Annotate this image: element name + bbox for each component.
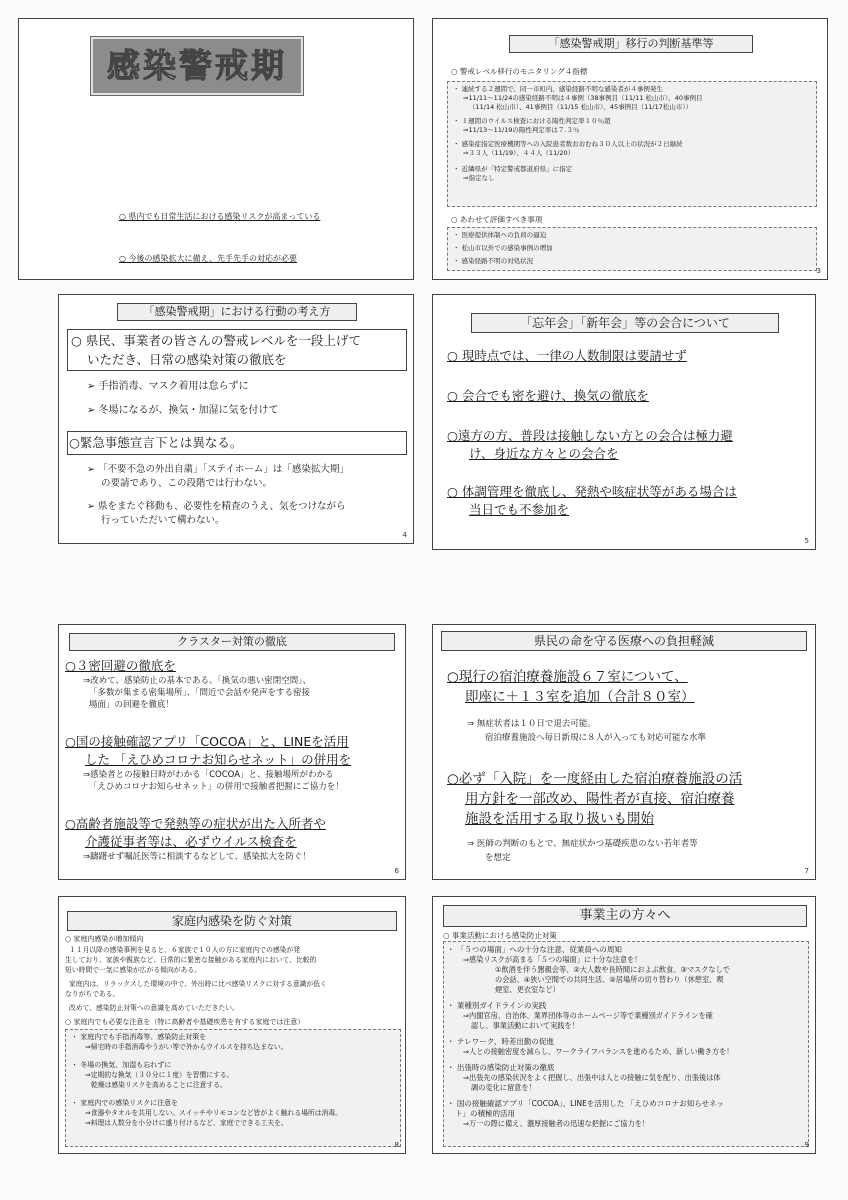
slide-7-caution-2: ・ 冬場の換気、加湿も忘れずに <box>71 1061 172 1069</box>
slide-4-page-number: 5 <box>804 537 809 545</box>
slide-3-point-1-cont: いただき、日常の感染対策の徹底を <box>87 352 287 367</box>
slide-8-measure-5-cont: ト」の積極的活用 <box>455 1109 515 1118</box>
slide-5-text-3: ⇒躊躇せず嘱託医等に相談するなどして、感染拡大を防ぐ！ <box>83 852 311 862</box>
slide-4-title: 「忘年会」「新年会」等の会合について <box>471 313 779 333</box>
slide-8-measure-2: ・ 業種別ガイドラインの実践 <box>447 1001 547 1010</box>
slide-2-indicator-1: ・ 連続する２週間で、同一市町内、感染経路不明な感染者が４事例発生 <box>453 85 663 93</box>
slide-5-heading-3-cont: 介護従事者等は、必ずウイルス検査を <box>85 834 297 849</box>
slide-2 <box>432 18 828 280</box>
slide-7-para-1-cont-2: 短い時間で一気に感染が広がる傾向がある。 <box>65 966 201 974</box>
slide-5-heading-1: ○３密回避の徹底を <box>65 658 176 673</box>
slide-2-evaluation-3: ・ 感染経路不明の対処状況 <box>453 257 534 265</box>
slide-5-text-1-cont: 「多数が集まる密集場所」、「間近で会話や発声をする密接 <box>89 688 311 698</box>
slide-5-text-1: ⇒改めて、感染防止の基本である、「換気の悪い密閉空間」、 <box>83 676 311 686</box>
slide-7-para-2: 家庭内は、リラックスした環境の中で、外出時に比べ感染リスクに対する意識が低く <box>69 980 327 988</box>
slide-7-caution-3-detail: ⇒食器やタオルを共用しない。スイッチやリモコンなど皆がよく触れる場所は消毒。 <box>85 1109 342 1117</box>
slide-6-text-2-cont: を想定 <box>485 853 511 863</box>
slide-8-measure-4-detail-2: 調の変化に留意を！ <box>471 1083 536 1092</box>
slide-5-text-2-cont: 「えひめコロナお知らせネット」の併用で接触者把握にご協力を！ <box>89 782 344 792</box>
slide-7-caution-1-detail: ⇒帰宅時の手指消毒やうがい等で外からウイルスを持ち込まない。 <box>85 1043 288 1051</box>
slide-4-line-4: ○ 体調管理を徹底し、発熱や咳症状等がある場合は <box>447 484 737 499</box>
slide-1-bullet-2: ○ 今後の感染拡大に備え、先手先手の対応が必要 <box>119 254 298 263</box>
slide-7-page-number: 8 <box>394 1141 399 1149</box>
slide-7-para-1-cont: 生しており、家族や親族など、日常的に緊密な接触がある家庭内において、比較的 <box>65 956 317 964</box>
slide-6-heading-1: ○現行の宿泊療養施設６７室について、 <box>447 669 688 685</box>
slide-3-point-2: ○緊急事態宣言下とは異なる。 <box>69 435 243 450</box>
slide-8-measure-2-detail-2: 認し、事業活動において実践を！ <box>471 1021 579 1030</box>
slide-6-text-1: ⇒ 無症状者は１０日で退去可能。 <box>467 719 596 729</box>
slide-5 <box>58 624 406 880</box>
slide-7-para-2-cont: なりがちである。 <box>65 990 120 998</box>
slide-2-indicator-3: ・ 感染症指定医療機関等への入院患者数おおむね３０人以上の状況が２日継続 <box>453 140 683 148</box>
slide-8-measure-5-detail: ⇒万一の際に備え、濃厚接触者の迅速な把握にご協力を！ <box>463 1119 650 1128</box>
slide-8-measure-3: ・ テレワーク、時差出勤の促進 <box>447 1037 554 1046</box>
slide-2-evaluation-2: ・ 松山市以外での感染事例の増加 <box>453 244 553 252</box>
slide-3-caveat-2-cont: 行っていただいて構わない。 <box>101 515 225 526</box>
slide-8-measure-4: ・ 出張時の感染防止対策の徹底 <box>447 1063 555 1072</box>
slide-8-measure-1-detail-3: の会話、④狭い空間での共同生活、⑤居場所の切り替わり（休憩室、喫 <box>495 975 724 984</box>
slide-6-heading-2: ○必ず「入院」を一度経由した宿泊療養施設の活 <box>447 771 743 787</box>
slide-4-line-2: ○ 会合でも密を避け、換気の徹底を <box>447 388 649 403</box>
slide-4-line-3-cont: け、身近な方々との会合を <box>469 446 619 461</box>
slide-8-measure-2-detail: ⇒内閣官房、自治体、業界団体等のホームページ等で業種別ガイドラインを確 <box>463 1011 713 1020</box>
slide-8-title: 事業主の方々へ <box>443 905 807 927</box>
slide-8-measure-3-detail: ⇒人との接触密度を減らし、ワークライフバランスを進めるため、新しい働き方を！ <box>463 1047 734 1056</box>
slide-4-line-3: ○遠方の方、普段は接触しない方との会合は極力避 <box>447 428 733 443</box>
slide-2-subheading-1: ○ 警戒レベル移行のモニタリング４指標 <box>451 67 588 76</box>
slide-7-caution-3: ・ 家庭内での感染リスクに注意を <box>71 1099 179 1107</box>
slide-6-text-2: ⇒ 医師の判断のもとで、無症状かつ基礎疾患のない若年者等 <box>467 839 698 849</box>
slide-8-measure-1: ・ 「５つの場面」への十分な注意、従業員への周知 <box>447 945 622 954</box>
slide-6-heading-1-cont: 即座に＋１３室を追加（合計８０室） <box>465 689 695 705</box>
slide-6-heading-2-cont-2: 施設を活用する取り扱いも開始 <box>465 811 654 827</box>
slide-3-title: 「感染警戒期」における行動の考え方 <box>117 303 357 321</box>
slide-7 <box>58 896 406 1154</box>
slide-2-indicator-4: ・ 近隣県が「特定警戒都道府県」に指定 <box>453 165 573 173</box>
slide-1-bullet-1: ○ 県内でも日常生活における感染リスクが高まっている <box>119 212 321 221</box>
slide-1-banner-text: 感染警戒期 <box>107 46 287 85</box>
slide-4-line-1: ○ 現時点では、一律の人数制限は要請せず <box>447 348 687 363</box>
slide-2-indicator-4-detail: ⇒指定なし <box>463 174 495 182</box>
slide-7-caution-2-detail-2: 乾燥は感染リスクを高めることに注意する。 <box>91 1081 227 1089</box>
slide-8-measure-1-detail: ⇒感染リスクが高まる「５つの場面」に十分な注意を！ <box>463 955 642 964</box>
slide-3-action-2: ➢ 冬場になるが、換気・加湿に気を付けて <box>87 405 279 416</box>
slide-4-line-4-cont: 当日でも不参加を <box>469 502 570 517</box>
slide-8-measure-4-detail: ⇒出張先の感染状況をよく把握し、出張中は人との接触に気を配り、出張後は体 <box>463 1073 721 1082</box>
slide-8-page-number: 9 <box>804 1141 809 1149</box>
slide-2-indicator-1-detail: ⇒11/11～11/24の感染経路不明は４事例（38事例目（11/11 松山市）、40事例目 <box>463 94 703 102</box>
slide-5-heading-2: ○国の接触確認アプリ「COCOA」と、LINEを活用 <box>65 734 349 749</box>
slide-8-subheading: ○ 事業活動における感染防止対策 <box>443 931 557 940</box>
slide-3-caveat-1-cont: の要請であり、この段階では行わない。 <box>101 478 273 489</box>
slide-4 <box>432 294 816 550</box>
slide-2-subheading-2: ○ あわせて評価すべき事項 <box>451 215 543 224</box>
slide-1-banner <box>91 37 303 95</box>
slide-2-title: 「感染警戒期」移行の判断基準等 <box>509 35 753 53</box>
slide-6-title: 県民の命を守る医療への負担軽減 <box>441 631 807 651</box>
slide-3-point-1: ○ 県民、事業者の皆さんの警戒レベルを一段上げて <box>71 333 361 348</box>
slide-3-caveat-2: ➢ 県をまたぐ移動も、必要性を精査のうえ、気をつけながら <box>87 501 346 512</box>
slide-7-para-3: 改めて、感染防止対策への意識を高めていただきたい。 <box>69 1004 239 1012</box>
slide-2-indicator-2: ・ １週間のウイルス検査における陽性判定率１０％超 <box>453 117 611 125</box>
slide-5-text-1-cont-2: 場面」の回避を徹底！ <box>89 700 175 710</box>
slide-7-caution-3-detail-2: ⇒料理は人数分を小分けに盛り付けるなど、家庭でできる工夫を。 <box>85 1119 288 1127</box>
slide-7-title: 家庭内感染を防ぐ対策 <box>67 911 397 931</box>
slide-7-caution-2-detail: ⇒定期的な換気（３０分に１度）を習慣にする。 <box>85 1071 234 1079</box>
slide-7-para-1: １１月以降の感染事例を見ると、６家族で１０人の方に家庭内での感染が発 <box>69 946 301 954</box>
slide-6 <box>432 624 816 880</box>
slide-8-measure-5: ・ 国の接触確認アプリ「COCOA」、LINEを活用した 「えひめコロナお知らせネッ <box>447 1099 725 1108</box>
slide-5-heading-3: ○高齢者施設等で発熱等の症状が出た入所者や <box>65 816 326 831</box>
slide-5-title: クラスター対策の徹底 <box>69 633 395 651</box>
slide-2-indicator-2-detail: ⇒11/13～11/19の陽性判定率は７.３％ <box>463 126 580 134</box>
slide-6-page-number: 7 <box>804 867 809 875</box>
slide-8 <box>432 896 816 1154</box>
slide-5-text-2: ⇒感染者との接触日時がわかる「COCOA」と、接触場所がわかる <box>83 770 334 780</box>
slide-6-heading-2-cont: 用方針を一部改め、陽性者が直接、宿泊療養 <box>465 791 735 807</box>
slide-6-text-1-cont: 宿泊療養施設へ毎日新規に８人が入っても対応可能な水準 <box>485 733 707 743</box>
slide-2-indicator-3-detail: ⇒３３人（11/19）、４４人（11/20） <box>463 149 575 157</box>
slide-2-evaluation-1: ・ 医療提供体制への負荷の逼迫 <box>453 231 547 239</box>
slide-3 <box>58 294 414 544</box>
slide-7-subheading-2: ○ 家庭内でも必要な注意を（特に高齢者や基礎疾患を有する家庭では注意） <box>65 1018 305 1026</box>
slide-3-caveat-1: ➢ 「不要不急の外出自粛」「ステイホーム」は「感染拡大期」 <box>87 464 349 475</box>
slide-2-page-number: 3 <box>816 267 821 275</box>
slide-5-page-number: 6 <box>394 867 399 875</box>
slide-5-heading-2-cont: した 「えひめコロナお知らせネット」の併用を <box>85 752 352 767</box>
slide-3-action-1: ➢ 手指消毒、マスク着用は怠らずに <box>87 381 249 392</box>
slide-8-measure-1-detail-4: 煙室、更衣室など） <box>495 985 560 994</box>
slide-2-indicator-1-detail-2: （11/14 松山市）、41事例目（11/15 松山市）、45事例目（11/17松山市）） <box>469 103 693 111</box>
slide-7-caution-1: ・ 家庭内でも手指消毒等、感染防止対策を <box>71 1033 207 1041</box>
slide-1 <box>18 18 414 280</box>
slide-8-measure-1-detail-2: ①飲酒を伴う懇親会等、②大人数や長時間におよぶ飲食、③マスクなしで <box>495 965 730 974</box>
slide-7-subheading-1: ○ 家庭内感染が増加傾向 <box>65 935 144 943</box>
slide-3-page-number: 4 <box>402 531 407 539</box>
